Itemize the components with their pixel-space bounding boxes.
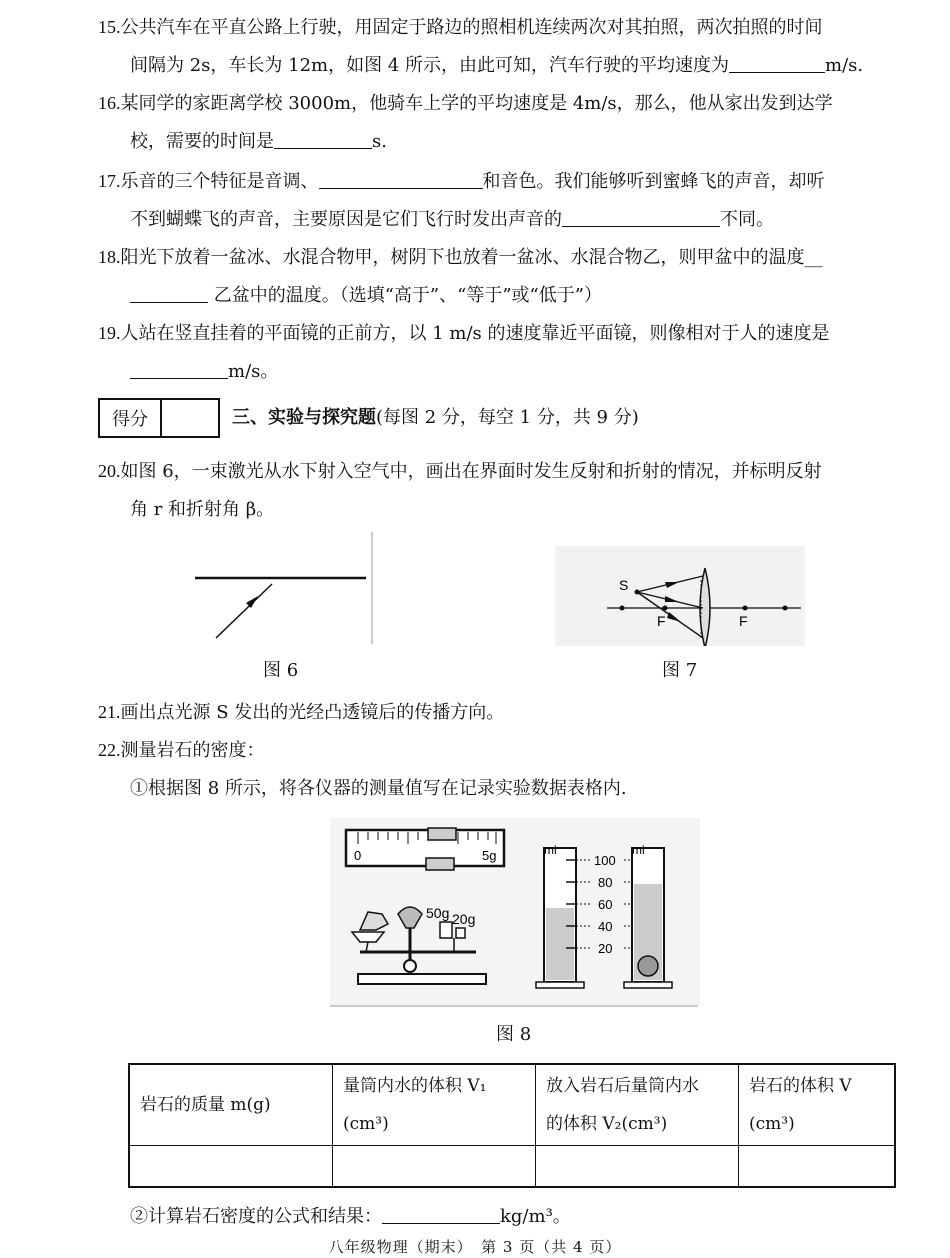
cylinder-1-base [536, 982, 584, 988]
table-header-cell [739, 1064, 896, 1146]
question-19 [98, 314, 898, 391]
question-text: 某同学的家距离学校 3000m，他骑车上学的平均速度是 4m/s，那么，他从家出发到达学 [120, 93, 833, 114]
answer-blank[interactable] [130, 284, 208, 303]
section-title [232, 400, 639, 436]
header-text: 的体积 V₂(cm³) [546, 1114, 668, 1134]
weight-20g [456, 928, 465, 938]
question-20 [98, 452, 898, 529]
question-number: 19. [98, 323, 121, 343]
question-22 [98, 731, 898, 808]
header-text: 量筒内水的体积 V₁ [343, 1076, 487, 1096]
figure-6 [190, 532, 380, 646]
score-box [98, 398, 220, 438]
data-table [128, 1063, 896, 1188]
axis-point [620, 606, 625, 611]
ray-arrow-icon [246, 596, 258, 608]
question-15 [98, 8, 898, 85]
answer-blank[interactable] [729, 54, 825, 73]
light-source-point [635, 590, 640, 595]
figure-8-caption: 图 8 [496, 1024, 532, 1045]
unit-text: m/s。 [228, 361, 279, 382]
focus-point-right [743, 606, 748, 611]
figure-background [555, 546, 805, 646]
question-18 [98, 238, 898, 315]
score-field[interactable] [162, 400, 218, 436]
scale-label-5g: 5g [482, 848, 497, 863]
question-number: 22. [98, 740, 121, 760]
section-heading: 三、实验与探究题 [232, 407, 376, 428]
figure-7 [555, 546, 805, 646]
header-text: 放入岩石后量筒内水 [546, 1076, 699, 1096]
unit-text: s. [372, 131, 387, 152]
question-21 [98, 693, 898, 732]
question-text: 和音色。我们能够听到蜜蜂飞的声音，却听 [482, 171, 825, 192]
weight-label-20g: 20g [452, 911, 476, 927]
header-text: 岩石的质量 m(g) [140, 1095, 271, 1115]
question-16 [98, 84, 898, 161]
axis-point [783, 606, 788, 611]
cylinder-2-unit: ml [632, 843, 645, 857]
unit-text: kg/m³。 [500, 1206, 571, 1227]
question-step: ②计算岩石密度的公式和结果： [130, 1206, 382, 1227]
question-text: 乙盆中的温度。（选填“高于”、“等于”或“低于”） [213, 285, 602, 306]
table-header-cell [129, 1064, 333, 1146]
weight-50g [440, 922, 452, 938]
tick-label: 80 [598, 875, 613, 890]
header-text: 岩石的体积 V [749, 1076, 852, 1096]
question-text: 阳光下放着一盆冰、水混合物甲，树阴下也放着一盆冰、水混合物乙，则甲盆中的温度__ [120, 247, 823, 268]
water-level-1 [546, 908, 574, 980]
question-step: ①根据图 8 所示，将各仪器的测量值写在记录实验数据表格内. [130, 778, 627, 799]
answer-blank[interactable] [130, 360, 228, 379]
question-text: 间隔为 2s，车长为 12m，如图 4 所示，由此可知，汽车行驶的平均速度为 [130, 55, 729, 76]
laser-ray [216, 584, 272, 638]
cylinder-2-base [624, 982, 672, 988]
question-text: 公共汽车在平直公路上行驶，用固定于路边的照相机连续两次对其拍照，两次拍照的时间 [120, 17, 823, 38]
table-header-row [129, 1064, 895, 1146]
riding-scale [346, 830, 504, 866]
table-cell-mass[interactable] [129, 1146, 333, 1188]
table-row [129, 1146, 895, 1188]
tick-label: 40 [598, 919, 613, 934]
section-note: (每图 2 分，每空 1 分，共 9 分) [376, 407, 639, 428]
question-number: 20. [98, 461, 121, 481]
question-text: 测量岩石的密度： [120, 740, 265, 761]
answer-blank[interactable] [382, 1205, 500, 1224]
table-header-cell [333, 1064, 536, 1146]
score-label: 得分 [100, 400, 162, 436]
scale-label-0: 0 [354, 848, 362, 863]
weight-label-50g: 50g [426, 905, 450, 921]
header-text: (cm³) [343, 1114, 389, 1134]
table-cell-v2[interactable] [536, 1146, 739, 1188]
tick-label: 100 [594, 853, 616, 868]
question-text: 不到蝴蝶飞的声音，主要原因是它们飞行时发出声音的 [130, 209, 562, 230]
figure-8 [330, 818, 700, 1010]
answer-blank[interactable] [562, 208, 720, 227]
table-cell-v1[interactable] [333, 1146, 536, 1188]
question-text: 不同。 [720, 209, 774, 230]
cylinder-1-unit: ml [544, 843, 557, 857]
answer-blank[interactable] [274, 130, 372, 149]
rider-slot [426, 858, 454, 870]
figure-6-caption: 图 6 [263, 660, 299, 681]
question-number: 21. [98, 702, 121, 722]
answer-blank[interactable] [319, 170, 483, 189]
label-s: S [619, 577, 629, 593]
tick-label: 60 [598, 897, 613, 912]
rider-weight [428, 828, 456, 840]
question-text: 人站在竖直挂着的平面镜的正前方，以 1 m/s 的速度靠近平面镜，则像相对于人的速度是 [120, 323, 830, 344]
question-number: 17. [98, 171, 121, 191]
table-cell-volume[interactable] [739, 1146, 896, 1188]
rock-in-cylinder [638, 956, 658, 976]
question-22-step-2 [98, 1198, 898, 1236]
balance-pivot [404, 960, 416, 972]
question-17 [98, 162, 898, 239]
question-number: 15. [98, 17, 121, 37]
question-number: 18. [98, 247, 121, 267]
question-number: 16. [98, 93, 121, 113]
figure-7-caption: 图 7 [662, 660, 698, 681]
question-text: 角 r 和折射角 β。 [130, 499, 275, 520]
balance-base [358, 974, 486, 984]
question-text: 乐音的三个特征是音调、 [120, 171, 319, 192]
table-header-cell [536, 1064, 739, 1146]
label-f-left: F [657, 613, 666, 629]
question-text: 画出点光源 S 发出的光经凸透镜后的传播方向。 [120, 702, 505, 723]
label-f-right: F [739, 613, 748, 629]
tick-label: 20 [598, 941, 613, 956]
unit-text: m/s. [825, 55, 864, 76]
page-footer: 八年级物理（期末） 第 3 页（共 4 页） [328, 1238, 622, 1256]
question-text: 如图 6，一束激光从水下射入空气中，画出在界面时发生反射和折射的情况，并标明反射 [120, 461, 822, 482]
question-text: 校，需要的时间是 [130, 131, 274, 152]
header-text: (cm³) [749, 1114, 795, 1134]
